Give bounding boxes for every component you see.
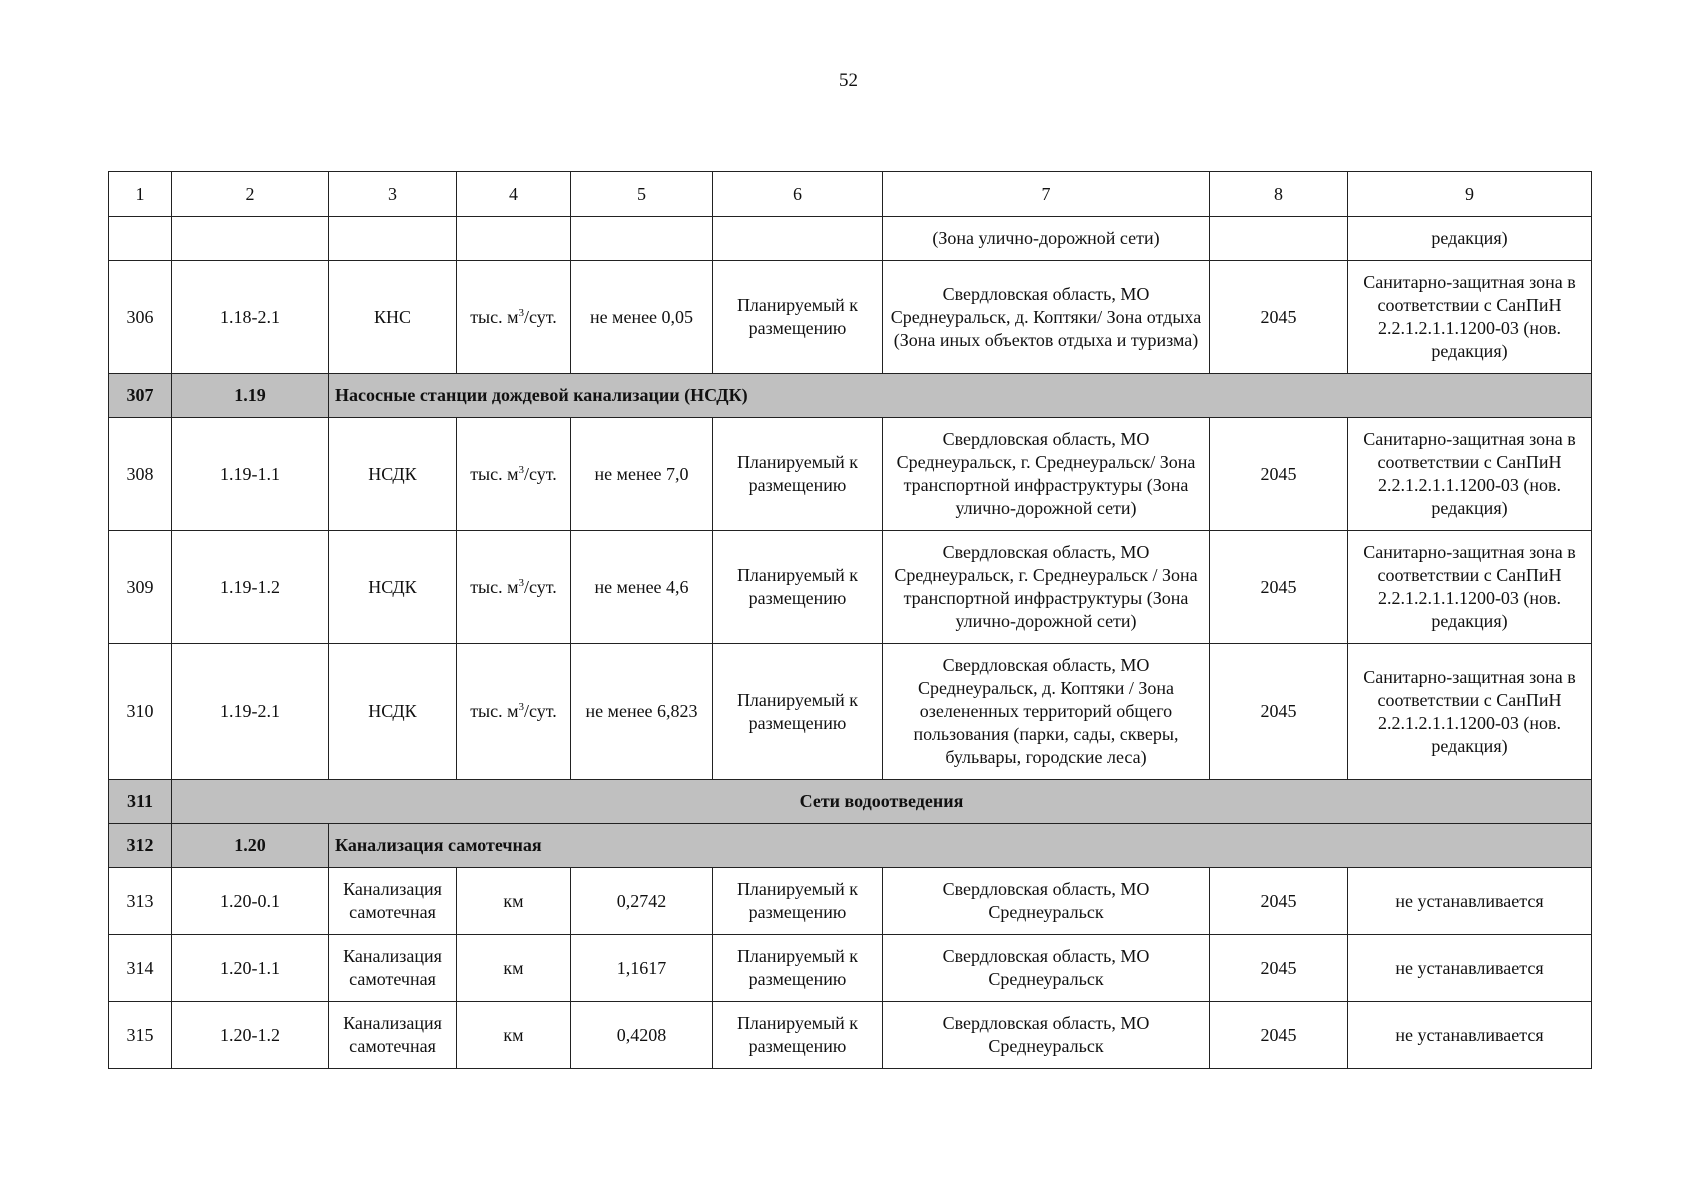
row-number-cell: 310: [109, 644, 172, 780]
capacity-cell: не менее 0,05: [571, 261, 713, 374]
header-cell: 6: [713, 172, 883, 217]
unit-cell: км: [457, 935, 571, 1002]
header-cell: 8: [1210, 172, 1348, 217]
empty-cell: [713, 217, 883, 261]
capacity-cell: не менее 4,6: [571, 531, 713, 644]
unit-cell: [457, 261, 571, 374]
row-number-cell: 313: [109, 868, 172, 935]
row-number-cell: 309: [109, 531, 172, 644]
name-cell: НСДК: [329, 531, 457, 644]
code-cell: 1.19: [172, 374, 329, 418]
unit-prefix: тыс. м: [470, 306, 519, 327]
table-row: [109, 418, 1592, 531]
status-cell: Планируемый к размещению: [713, 418, 883, 531]
unit-cell: [457, 418, 571, 531]
zone-cell: Санитарно-защитная зона в соответствии с СанПиН 2.2.1.2.1.1.1200-03 (нов. редакция): [1348, 261, 1592, 374]
code-cell: 1.20-1.2: [172, 1002, 329, 1069]
status-cell: Планируемый к размещению: [713, 1002, 883, 1069]
group-row: [109, 780, 1592, 824]
zone-cell: не устанавливается: [1348, 935, 1592, 1002]
row-number-cell: 312: [109, 824, 172, 868]
year-cell: 2045: [1210, 1002, 1348, 1069]
unit-suffix: /сут.: [524, 463, 557, 484]
name-cell: НСДК: [329, 418, 457, 531]
unit-cell: [457, 531, 571, 644]
location-cell: Свердловская область, МО Среднеуральск: [883, 1002, 1210, 1069]
status-cell: Планируемый к размещению: [713, 644, 883, 780]
year-cell: 2045: [1210, 644, 1348, 780]
year-cell: 2045: [1210, 868, 1348, 935]
group-title: Сети водоотведения: [172, 780, 1592, 824]
name-cell: Канализация самотечная: [329, 1002, 457, 1069]
table-row: [109, 1002, 1592, 1069]
unit-cell: [457, 644, 571, 780]
empty-cell: [457, 217, 571, 261]
code-cell: 1.19-1.2: [172, 531, 329, 644]
capacity-cell: не менее 7,0: [571, 418, 713, 531]
table-row: [109, 644, 1592, 780]
facilities-table: [108, 171, 1592, 1069]
location-cell: Свердловская область, МО Среднеуральск: [883, 868, 1210, 935]
year-cell: 2045: [1210, 531, 1348, 644]
capacity-cell: 1,1617: [571, 935, 713, 1002]
unit-superscript: 3: [518, 463, 525, 476]
unit-cell: км: [457, 1002, 571, 1069]
location-cell: Свердловская область, МО Среднеуральск: [883, 935, 1210, 1002]
code-cell: 1.20: [172, 824, 329, 868]
header-cell: 7: [883, 172, 1210, 217]
year-cell: 2045: [1210, 418, 1348, 531]
code-cell: 1.20-1.1: [172, 935, 329, 1002]
row-number-cell: 315: [109, 1002, 172, 1069]
status-cell: Планируемый к размещению: [713, 531, 883, 644]
capacity-cell: 0,4208: [571, 1002, 713, 1069]
table-header-row: [109, 172, 1592, 217]
row-number-cell: 308: [109, 418, 172, 531]
unit-prefix: тыс. м: [470, 463, 519, 484]
unit-superscript: 3: [518, 701, 525, 713]
unit-superscript: 3: [518, 576, 525, 589]
code-cell: 1.20-0.1: [172, 868, 329, 935]
row-number-cell: 307: [109, 374, 172, 418]
zone-cell: не устанавливается: [1348, 868, 1592, 935]
capacity-cell: 0,2742: [571, 868, 713, 935]
name-cell: Канализация самотечная: [329, 935, 457, 1002]
section-row: [109, 374, 1592, 418]
status-cell: Планируемый к размещению: [713, 935, 883, 1002]
unit-superscript: 3: [518, 306, 525, 319]
unit-suffix: /сут.: [524, 576, 557, 597]
empty-cell: [329, 217, 457, 261]
status-cell: Планируемый к размещению: [713, 261, 883, 374]
header-cell: 5: [571, 172, 713, 217]
header-cell: 4: [457, 172, 571, 217]
unit-cell: км: [457, 868, 571, 935]
row-number-cell: 311: [109, 780, 172, 824]
name-cell: КНС: [329, 261, 457, 374]
header-cell: 3: [329, 172, 457, 217]
table-row: [109, 868, 1592, 935]
year-cell: 2045: [1210, 935, 1348, 1002]
section-row: [109, 824, 1592, 868]
unit-prefix: тыс. м: [470, 701, 519, 721]
unit-suffix: /сут.: [524, 701, 557, 721]
zone-cell: Санитарно-защитная зона в соответствии с СанПиН 2.2.1.2.1.1.1200-03 (нов. редакция): [1348, 418, 1592, 531]
row-number-cell: 314: [109, 935, 172, 1002]
location-cell: Свердловская область, МО Среднеуральск, д. Коптяки/ Зона отдыха (Зона иных объектов отдыха и туризма): [883, 261, 1210, 374]
unit-suffix: /сут.: [524, 306, 557, 327]
continuation-row: [109, 217, 1592, 261]
header-cell: 9: [1348, 172, 1592, 217]
capacity-cell: не менее 6,823: [571, 644, 713, 780]
empty-cell: [109, 217, 172, 261]
header-cell: 1: [109, 172, 172, 217]
table-row: [109, 531, 1592, 644]
zone-cell: редакция): [1348, 217, 1592, 261]
code-cell: 1.19-1.1: [172, 418, 329, 531]
table-row: [109, 935, 1592, 1002]
zone-cell: не устанавливается: [1348, 1002, 1592, 1069]
year-cell: 2045: [1210, 261, 1348, 374]
location-cell: (Зона улично-дорожной сети): [883, 217, 1210, 261]
code-cell: 1.18-2.1: [172, 261, 329, 374]
location-cell: Свердловская область, МО Среднеуральск, г. Среднеуральск/ Зона транспортной инфраструктуры (Зона улично-дорожной сети): [883, 418, 1210, 531]
code-cell: 1.19-2.1: [172, 644, 329, 780]
table-row: [109, 261, 1592, 374]
name-cell: Канализация самотечная: [329, 868, 457, 935]
empty-cell: [571, 217, 713, 261]
section-title: Канализация самотечная: [329, 824, 1592, 868]
status-cell: Планируемый к размещению: [713, 868, 883, 935]
empty-cell: [1210, 217, 1348, 261]
zone-cell: Санитарно-защитная зона в соответствии с СанПиН 2.2.1.2.1.1.1200-03 (нов. редакция): [1348, 531, 1592, 644]
page-number: 52: [839, 70, 858, 91]
location-cell: Свердловская область, МО Среднеуральск, д. Коптяки / Зона озелененных территорий общего пользования (парки, сады, скверы, бульвары, городские леса): [883, 644, 1210, 780]
location-cell: Свердловская область, МО Среднеуральск, г. Среднеуральск / Зона транспортной инфраструктуры (Зона улично-дорожной сети): [883, 531, 1210, 644]
name-cell: НСДК: [329, 644, 457, 780]
header-cell: 2: [172, 172, 329, 217]
row-number-cell: 306: [109, 261, 172, 374]
zone-cell: Санитарно-защитная зона в соответствии с СанПиН 2.2.1.2.1.1.1200-03 (нов. редакция): [1348, 644, 1592, 780]
unit-prefix: тыс. м: [470, 576, 519, 597]
empty-cell: [172, 217, 329, 261]
section-title: Насосные станции дождевой канализации (НСДК): [329, 374, 1592, 418]
